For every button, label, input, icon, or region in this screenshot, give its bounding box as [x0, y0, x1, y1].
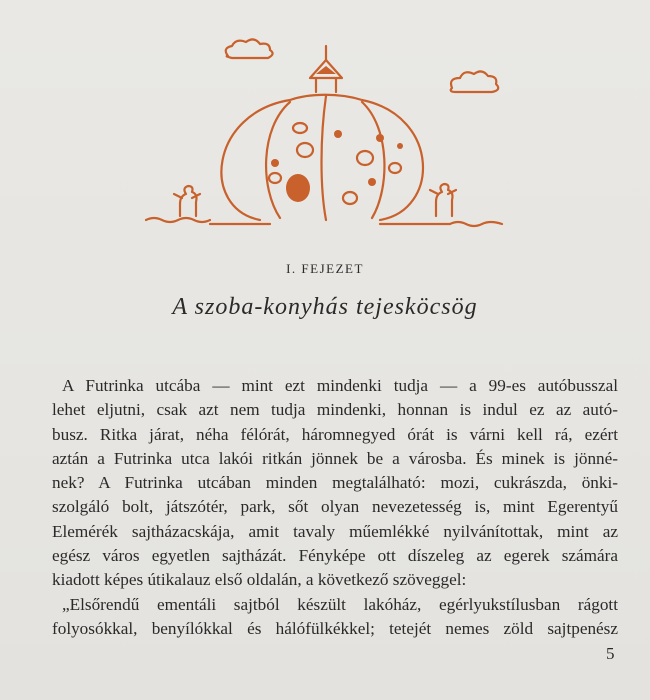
text-line: A Futrinka utcába — mint ezt mindenki tudja — a 99-es autóbusszal	[62, 376, 618, 395]
chapter-title: A szoba-konyhás tejesköcsög	[172, 294, 478, 320]
text-line: aztán a Futrinka utca lakói ritkán jönnek be a városba. És minek is jönné-	[52, 448, 618, 468]
text-line: egész város egyetlen sajtházát. Fényképe ott díszeleg az egerek számára	[52, 546, 618, 566]
mouse-left-icon	[174, 186, 200, 216]
cheese-house-illustration-icon	[140, 38, 510, 238]
text-line: kiadott képes útikalauz első oldalán, a következő szöveggel:	[52, 570, 467, 590]
page-number: 5	[606, 644, 615, 663]
text-line: lehet eljutni, csak azt nem tudja mindenki, honnan is indul ez az autó-	[52, 400, 618, 420]
ground-line-icon	[146, 218, 502, 226]
mouse-right-icon	[430, 184, 456, 216]
text-line: folyosókkal, benyílókkal és hálófülkékkel; tetejét nemes zöld sajtpenész	[52, 618, 618, 638]
text-line: busz. Ritka járat, néha félórát, háromnegyed órát is várni kell rá, ezért	[52, 424, 618, 444]
chapter-label: I. FEJEZET	[286, 261, 364, 276]
text-line: szolgáló bolt, játszótér, park, sőt olyan nevezetesség is, mint Egerentyű	[52, 497, 618, 517]
body-paragraph	[52, 374, 618, 641]
text-line: Elemérék sajtházacskája, amit tavaly műemlékké nyilvánítottak, mint az	[52, 521, 618, 541]
cloud-right-icon	[451, 71, 499, 92]
text-line: „Elsőrendű ementáli sajtból készült lakóház, egérlyukstílusban rágott	[62, 594, 618, 614]
text-line: nek? A Futrinka utcában minden megtalálható: mozi, cukrászda, önki-	[52, 473, 618, 493]
cloud-left-icon	[226, 39, 273, 58]
